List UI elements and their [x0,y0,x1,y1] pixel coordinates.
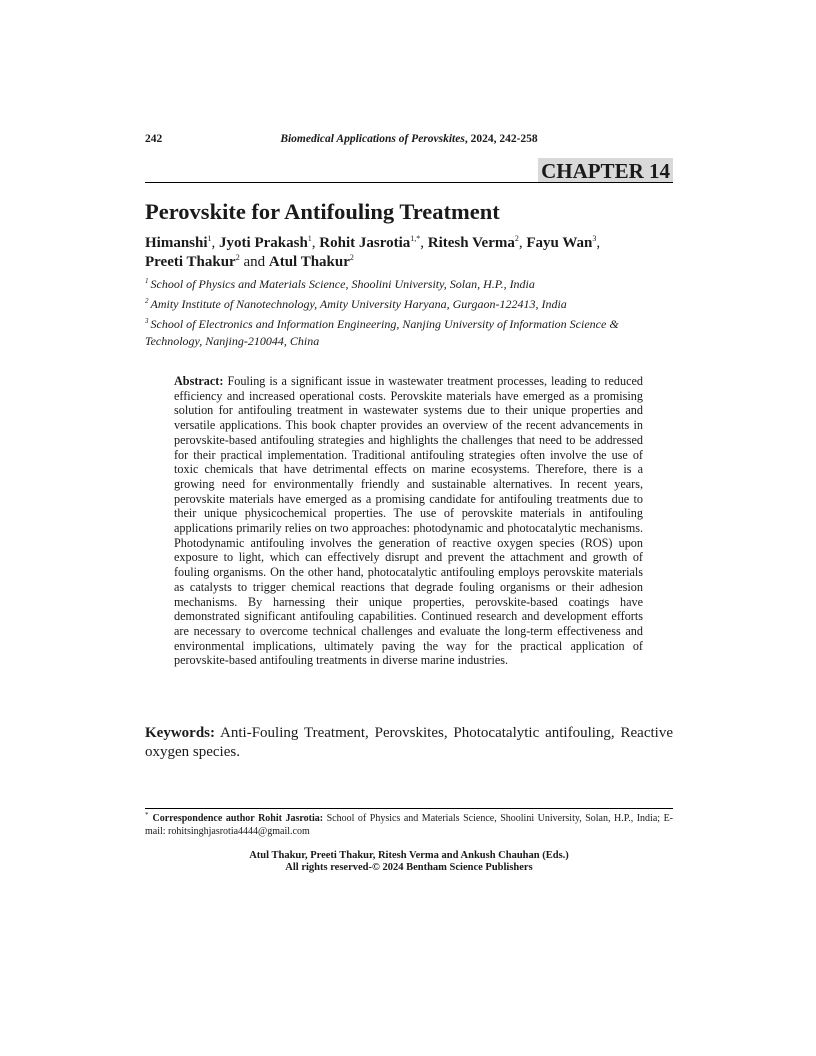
author-affiliation-marker: 1,* [410,234,421,243]
author-affiliation-marker: 2 [235,253,240,262]
chapter-title: Perovskite for Antifouling Treatment [145,199,500,224]
keywords [145,724,673,762]
affiliation: $^1$ School of Physics and Materials Science, Shoolini University, Solan, H.P., India [145,277,535,291]
author-affiliation-marker: 3 [592,234,597,243]
author-list: Himanshi$^1$, Jyoti Prakash$^1$, Rohit Jasrotia$^{1,*}$, Ritesh Verma$^2$, Fayu Wan$^3$, Preeti Thakur$^2$ and Atul Thakur$^2$ [145,234,601,270]
journal-citation [145,133,673,145]
editors-credit [145,850,673,874]
affiliation: $^2$ Amity Institute of Nanotechnology, Amity University Haryana, Gurgaon-122413, India [145,297,567,311]
author-name: Preeti Thakur [145,254,236,270]
author-affiliation-marker: 2 [514,234,519,243]
author-name: Fayu Wan [526,235,593,251]
abstract-text: Fouling is a significant issue in wastewater treatment processes, leading to reduced efficiency and increased operational costs. Perovskite materials have emerged as a promising solution for antifouling treatment in wastewater systems due to their unique properties and versatile applications. This book chapter provides an overview of the recent advancements in perovskite-based antifouling strategies and highlights the challenges that need to be addressed for their practical implementation. Traditional antifouling strategies often involve the use of toxic chemicals that have detrimental effects on marine ecosystems. Therefore, there is a growing need for environmentally friendly and sustainable alternatives. In recent years, perovskite materials have emerged as a promising candidate for antifouling treatments due to their unique physicochemical properties. The use of perovskite materials in antifouling applications primarily relies on two approaches: photodynamic and photocatalytic mechanisms. Photodynamic antifouling involves the generation of reactive oxygen species (ROS) upon exposure to light, which can effectively disrupt and prevent the attachment and growth of fouling organisms. On the other hand, photocatalytic antifouling employs perovskite materials as catalysts to trigger chemical reactions that degrade fouling organisms or their adhesion mechanisms. By harnessing their unique properties, perovskite-based coatings have demonstrated significant antifouling capabilities. Continued research and development efforts are necessary to overcome technical challenges and evaluate the long-term effectiveness and environmental implications, ultimately paving the way for the practical application of perovskite-based antifouling treatments in diverse marine industries. [174,374,643,668]
copyright-line: All rights reserved-© 2024 Bentham Science Publishers [285,862,533,873]
footnote-marker: * [145,811,149,819]
author-name: Himanshi [145,235,208,251]
affiliations [145,276,673,353]
author-affiliation-marker: 2 [349,253,354,262]
header-rule [145,182,673,183]
correspondence-footnote [145,812,673,838]
author-name: Rohit Jasrotia [319,235,411,251]
author-name: Atul Thakur [268,254,350,270]
journal-title: Biomedical Applications of Perovskites [280,133,465,145]
running-header [145,133,673,149]
keywords-text: Anti-Fouling Treatment, Perovskites, Photocatalytic antifouling, Reactive oxygen species. [145,725,673,760]
footnote-text: School of Physics and Materials Science, Shoolini University, Solan, H.P., India; E-mail: rohitsinghjasrotia4444@gmail.com [145,813,674,837]
affiliation: $^3$ School of Electronics and Information Engineering, Nanjing University of Information Science & Technology, Nanjing-210044, China [145,317,619,348]
keywords-label: Keywords: [145,725,215,741]
chapter-label: CHAPTER 14 [538,158,673,183]
page-number: 242 [145,133,163,145]
author-name: Ritesh Verma [427,235,515,251]
abstract [174,374,643,668]
author-affiliation-marker: 1 [207,234,212,243]
author-affiliation-marker: 1 [307,234,312,243]
footnote-label: Correspondence author Rohit Jasrotia: [152,813,324,824]
editors-line: Atul Thakur, Preeti Thakur, Ritesh Verma and Ankush Chauhan (Eds.) [249,850,569,861]
journal-suffix: , 2024, 242-258 [464,133,538,145]
abstract-label: Abstract: [174,374,224,388]
footnote-rule [145,808,673,809]
author-name: Jyoti Prakash [219,235,308,251]
